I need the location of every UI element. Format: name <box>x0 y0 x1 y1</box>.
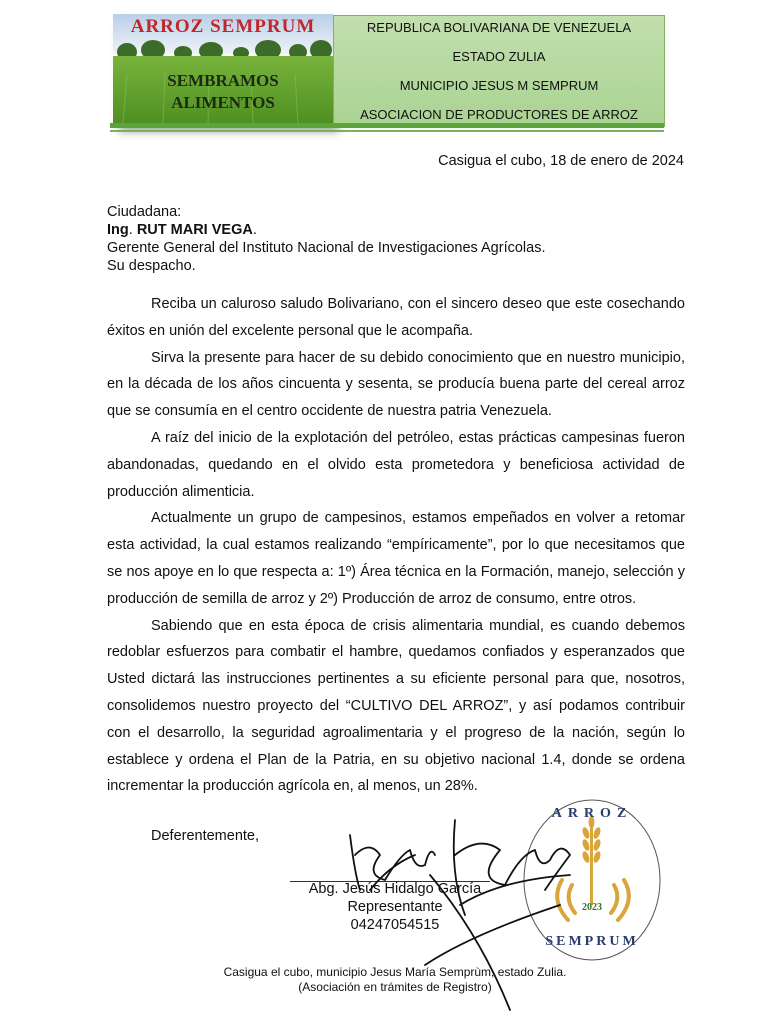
signer-name: Abg. Jesús Hidalgo García <box>308 881 482 897</box>
letter-date: Casigua el cubo, 18 de enero de 2024 <box>438 153 684 169</box>
seal-bottom-text: SEMPRUM <box>545 934 639 949</box>
letterhead-line-state: ESTADO ZULIA <box>452 49 546 64</box>
logo-title: ARROZ SEMPRUM <box>130 16 316 37</box>
letterhead-line-municipality: MUNICIPIO JESUS M SEMPRUM <box>399 78 599 93</box>
recipient-salutation: Ciudadana: <box>107 204 182 220</box>
recipient-name: RUT MARI VEGA <box>136 222 253 238</box>
logo-motto-line2: ALIMENTOS <box>171 93 275 112</box>
logo-motto-line1: SEMBRAMOS <box>167 71 279 90</box>
recipient-office: Su despacho. <box>107 258 196 274</box>
letter-closing: Deferentemente, <box>151 828 260 844</box>
recipient-name-line <box>107 221 257 239</box>
letterhead-line-republic: REPUBLICA BOLIVARIANA DE VENEZUELA <box>366 20 632 35</box>
recipient-title-prefix: Ing <box>107 222 129 238</box>
letterhead-divider <box>110 123 664 128</box>
footer-address: Casigua el cubo, municipio Jesus María Semprùm, estado Zulia. <box>223 965 567 979</box>
signer-role: Representante <box>347 899 443 915</box>
seal-top-text: ARROZ <box>551 806 633 821</box>
body-paragraph-3: A raíz del inicio de la explotación del petróleo, estas prácticas campesinas fueron abandonadas, quedando en el olvido esta prometedora y beneficiosa actividad de producción alimenticia. <box>107 429 685 500</box>
letter-footer <box>120 965 670 995</box>
body-paragraph-1: Reciba un caluroso saludo Bolivariano, con el sincero deseo que este cosechando éxitos en unión del excelente personal que le acompaña. <box>107 296 685 339</box>
body-paragraph-2: Sirva la presente para hacer de su debido conocimiento que en nuestro municipio, en la década de los años cincuenta y sesenta, se producía buena parte del cereal arroz que se consumía en el centro occidente de nuestra patria Venezuela. <box>107 349 685 420</box>
signer-phone: 04247054515 <box>350 917 440 933</box>
recipient-position: Gerente General del Instituto Nacional de Investigaciones Agrícolas. <box>107 240 546 256</box>
association-logo <box>113 14 333 124</box>
body-paragraph-5: Sabiendo que en esta época de crisis alimentaria mundial, es cuando debemos redoblar esfuerzos para combatir el hambre, quedamos confiados y esperanzados que Usted dictará las instrucciones pertinentes a su eficiente personal para que, nosotros, consolidemos nuestro proyecto del “CULTIVO DEL ARROZ”, y así podamos contribuir con el desarrollo, la seguridad agroalimentaria y el progreso de la nación, según lo establece y ordena el Plan de la Patria, en su objetivo nacional 1.4, donde se ordena incrementar la producción agrícola en, al menos, un 28%. <box>107 617 685 795</box>
letterhead-line-association: ASOCIACION DE PRODUCTORES DE ARROZ <box>360 107 638 122</box>
letterhead-info-box <box>333 15 665 127</box>
recipient-name-end: . <box>252 222 257 238</box>
seal-year: 2023 <box>582 902 602 913</box>
footer-registration-note: (Asociación en trámites de Registro) <box>298 980 492 994</box>
body-paragraph-4: Actualmente un grupo de campesinos, estamos empeñados en volver a retomar esta actividad, la cual estamos realizando “empíricamente”, por lo que necesitamos que se nos apoye en lo que respecta a: 1º) Área técnica en la Formación, manejo, selección y producción de semilla de arroz y 2º) Producción de arroz de consumo, entre otros. <box>107 510 685 607</box>
logo-motto <box>113 70 333 114</box>
letter-body <box>107 291 685 800</box>
recipient-title-dot: . <box>128 222 133 238</box>
letterhead-divider-thin <box>110 130 664 132</box>
